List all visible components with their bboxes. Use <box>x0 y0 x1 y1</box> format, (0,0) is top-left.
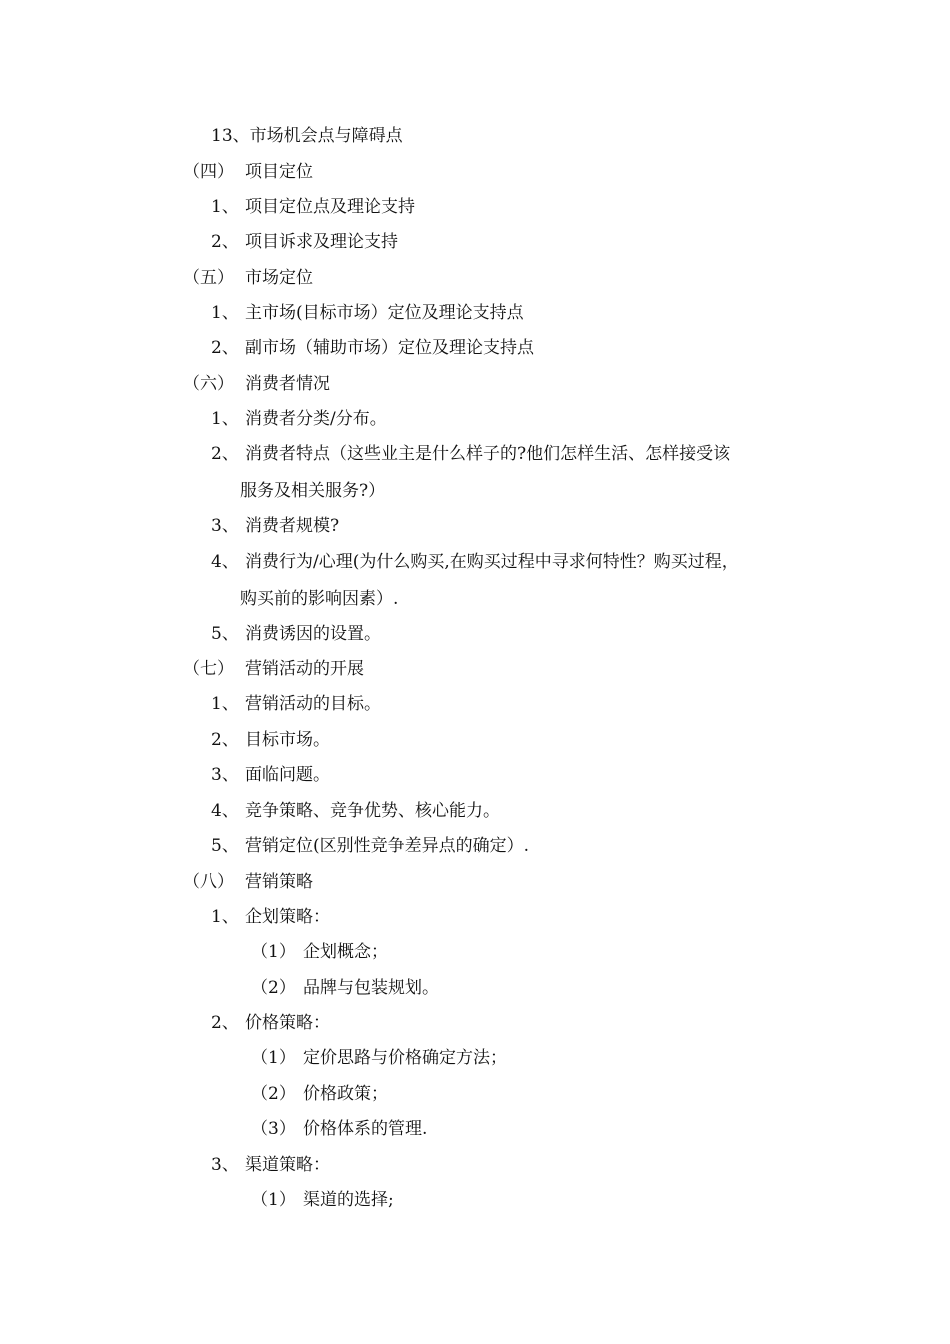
subitem-number: （2） <box>251 978 296 998</box>
line-text: 项目定位点及理论支持 <box>245 197 415 217</box>
outline-line <box>211 800 500 822</box>
item-number: 5、 <box>211 836 239 856</box>
line-text: 消费者分类/分布。 <box>245 409 387 429</box>
subitem-number: （1） <box>251 942 296 962</box>
outline-line <box>211 693 381 715</box>
line-text: 渠道的选择; <box>303 1190 394 1210</box>
item-number: 1、 <box>211 907 239 927</box>
item-number: 2、 <box>211 232 239 252</box>
outline-line <box>211 623 381 645</box>
item-number: 2、 <box>211 338 239 358</box>
outline-line <box>211 231 398 253</box>
outline-subline <box>251 1047 507 1069</box>
section-heading <box>183 658 364 680</box>
item-number: 3、 <box>211 1155 239 1175</box>
item-number: 2、 <box>211 444 239 464</box>
section-number: （六） <box>183 374 234 394</box>
outline-line <box>211 408 387 430</box>
outline-subline <box>251 977 439 999</box>
item-number: 4、 <box>211 552 239 572</box>
line-text: 目标市场。 <box>245 730 330 750</box>
section-heading <box>183 373 330 395</box>
section-title: 消费者情况 <box>245 374 330 394</box>
outline-line <box>211 337 534 359</box>
line-text: 面临问题。 <box>245 765 330 785</box>
line-text: 企划策略： <box>245 907 330 927</box>
subitem-number: （1） <box>251 1190 296 1210</box>
outline-line <box>211 302 524 324</box>
line-text: 副市场（辅助市场）定位及理论支持点 <box>245 338 534 358</box>
outline-line <box>211 515 339 537</box>
line-text: 消费者规模? <box>245 516 340 536</box>
section-heading <box>183 267 313 289</box>
line-text: 服务及相关服务?） <box>240 481 386 501</box>
subitem-number: （3） <box>251 1119 296 1139</box>
outline-subline <box>251 1118 427 1140</box>
line-text: 主市场(目标市场）定位及理论支持点 <box>245 303 524 323</box>
outline-line <box>211 729 330 751</box>
line-text: 品牌与包装规划。 <box>303 978 439 998</box>
outline-line <box>211 443 730 465</box>
section-heading <box>183 161 313 183</box>
outline-line <box>211 906 330 928</box>
section-title: 项目定位 <box>245 162 313 182</box>
item-number: 1、 <box>211 303 239 323</box>
outline-line <box>211 125 403 147</box>
item-number: 2、 <box>211 1013 239 1033</box>
outline-line-continuation <box>240 480 385 502</box>
section-number: （五） <box>183 268 234 288</box>
section-title: 市场定位 <box>245 268 313 288</box>
section-title: 营销活动的开展 <box>245 659 364 679</box>
line-text: 营销活动的目标。 <box>245 694 381 714</box>
item-number: 1、 <box>211 197 239 217</box>
line-text: 竞争策略、竞争优势、核心能力。 <box>245 801 500 821</box>
item-number: 4、 <box>211 801 239 821</box>
line-text: 渠道策略： <box>245 1155 330 1175</box>
outline-line <box>211 551 739 573</box>
outline-line <box>211 196 415 218</box>
section-title: 营销策略 <box>245 872 313 892</box>
outline-subline <box>251 1189 394 1211</box>
subitem-number: （2） <box>251 1084 296 1104</box>
item-number: 1、 <box>211 409 239 429</box>
line-text: 企划概念； <box>303 942 388 962</box>
item-number: 3、 <box>211 765 239 785</box>
line-text: 价格体系的管理. <box>303 1119 428 1139</box>
section-number: （四） <box>183 162 234 182</box>
subitem-number: （1） <box>251 1048 296 1068</box>
line-text: 消费行为/心理(为什么购买,在购买过程中寻求何特性？购买过程， <box>245 552 739 572</box>
item-number: 3、 <box>211 516 239 536</box>
line-text: 项目诉求及理论支持 <box>245 232 398 252</box>
line-text: 定价思路与价格确定方法； <box>303 1048 507 1068</box>
outline-line <box>211 1012 330 1034</box>
line-text: 购买前的影响因素）. <box>240 589 399 609</box>
line-text: 价格策略： <box>245 1013 330 1033</box>
outline-line-continuation <box>240 588 398 610</box>
item-number: 2、 <box>211 730 239 750</box>
outline-subline <box>251 941 388 963</box>
section-number: （七） <box>183 659 234 679</box>
line-text: 消费者特点（这些业主是什么样子的?他们怎样生活、怎样接受该 <box>245 444 731 464</box>
line-text: 营销定位(区别性竞争差异点的确定）. <box>245 836 530 856</box>
outline-line <box>211 835 529 857</box>
outline-line <box>211 764 330 786</box>
line-text: 价格政策； <box>303 1084 388 1104</box>
item-number: 1、 <box>211 694 239 714</box>
line-text: 消费诱因的设置。 <box>245 624 381 644</box>
outline-subline <box>251 1083 388 1105</box>
outline-line <box>211 1154 330 1176</box>
item-number: 5、 <box>211 624 239 644</box>
section-number: （八） <box>183 872 234 892</box>
line-text: 13、市场机会点与障碍点 <box>211 126 403 146</box>
section-heading <box>183 871 313 893</box>
